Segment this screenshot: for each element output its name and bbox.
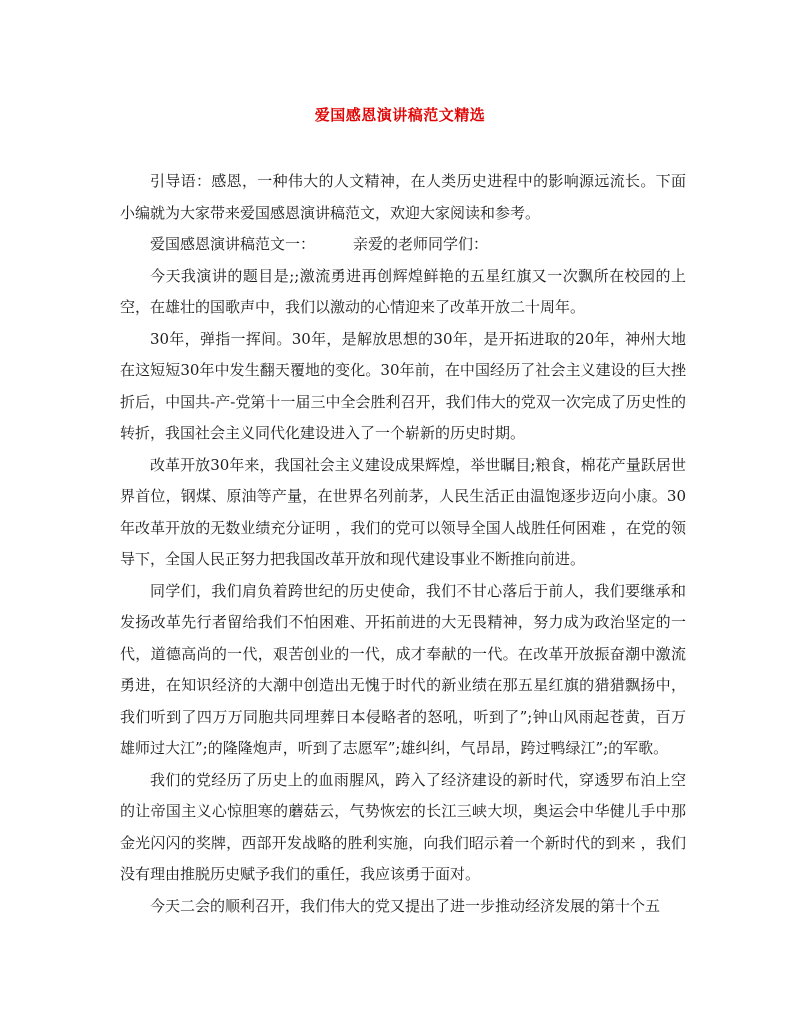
document-body [120,166,686,922]
paragraph-5: 我们的党经历了历史上的血雨腥风，跨入了经济建设的新时代，穿透罗布泊上空的让帝国主义心惊胆寒的蘑菇云，气势恢宏的长江三峡大坝，奥运会中华健儿手中那金光闪闪的奖牌，西部开发战略的胜利实施，向我们昭示着一个新时代的到来 ，我们没有理由推脱历史赋予我们的重任，我应该勇于面对。 [120,770,686,883]
paragraph-4: 同学们，我们肩负着跨世纪的历史使命，我们不甘心落后于前人，我们要继承和发扬改革先行者留给我们不怕困难、开拓前进的大无畏精神，努力成为政治坚定的一代，道德高尚的一代，艰苦创业的一代，成才奉献的一代。在改革开放振奋潮中激流勇进，在知识经济的大潮中创造出无愧于时代的新业绩在那五星红旗的猎猎飘扬中，我们听到了四万万同胞共同埋葬日本侵略者的怒吼，听到了”;钟山风雨起苍黄，百万雄师过大江”;的隆隆炮声，听到了志愿军”;雄纠纠，气昂昂，跨过鸭绿江”;的军歌。 [120,581,686,757]
paragraph-1: 今天我演讲的题目是;;激流勇进再创辉煌鲜艳的五星红旗又一次飘所在校园的上空，在雄壮的国歌声中，我们以激动的心情迎来了改革开放二十周年。 [120,266,686,316]
paragraph-heading-line [120,229,686,261]
salutation: 亲爱的老师同学们： [353,235,489,253]
paragraph-3: 改革开放30年来，我国社会主义建设成果辉煌，举世瞩目;粮食，棉花产量跃居世界首位，钢煤、原油等产量，在世界名列前茅，人民生活正由温饱逐步迈向小康。30年改革开放的无数业绩充分证明 ，我们的党可以领导全国人战胜任何困难 ，在党的领导下，全国人民正努力把我国改革开放和现代建设事业不断推向前进。 [120,455,686,568]
document-title: 爱国感恩演讲稿范文精选 [314,106,486,124]
paragraph-2: 30年，弹指一挥间。30年，是解放思想的30年，是开拓进取的20年，神州大地在这短短30年中发生翻天覆地的变化。30年前，在中国经历了社会主义建设的巨大挫折后，中国共-产-党第十一届三中全会胜利召开，我们伟大的党双一次完成了历史性的转折，我国社会主义同代化建设进入了一个崭新的历史时期。 [120,329,686,442]
sample-heading: 爱国感恩演讲稿范文一： [150,235,316,253]
paragraph-6: 今天二会的顺利召开，我们伟大的党又提出了进一步推动经济发展的第十个五 [150,896,661,915]
paragraph-intro: 引导语：感恩，一种伟大的人文精神，在人类历史进程中的影响源远流长。下面小编就为大家带来爱国感恩演讲稿范文，欢迎大家阅读和参考。 [120,172,686,222]
